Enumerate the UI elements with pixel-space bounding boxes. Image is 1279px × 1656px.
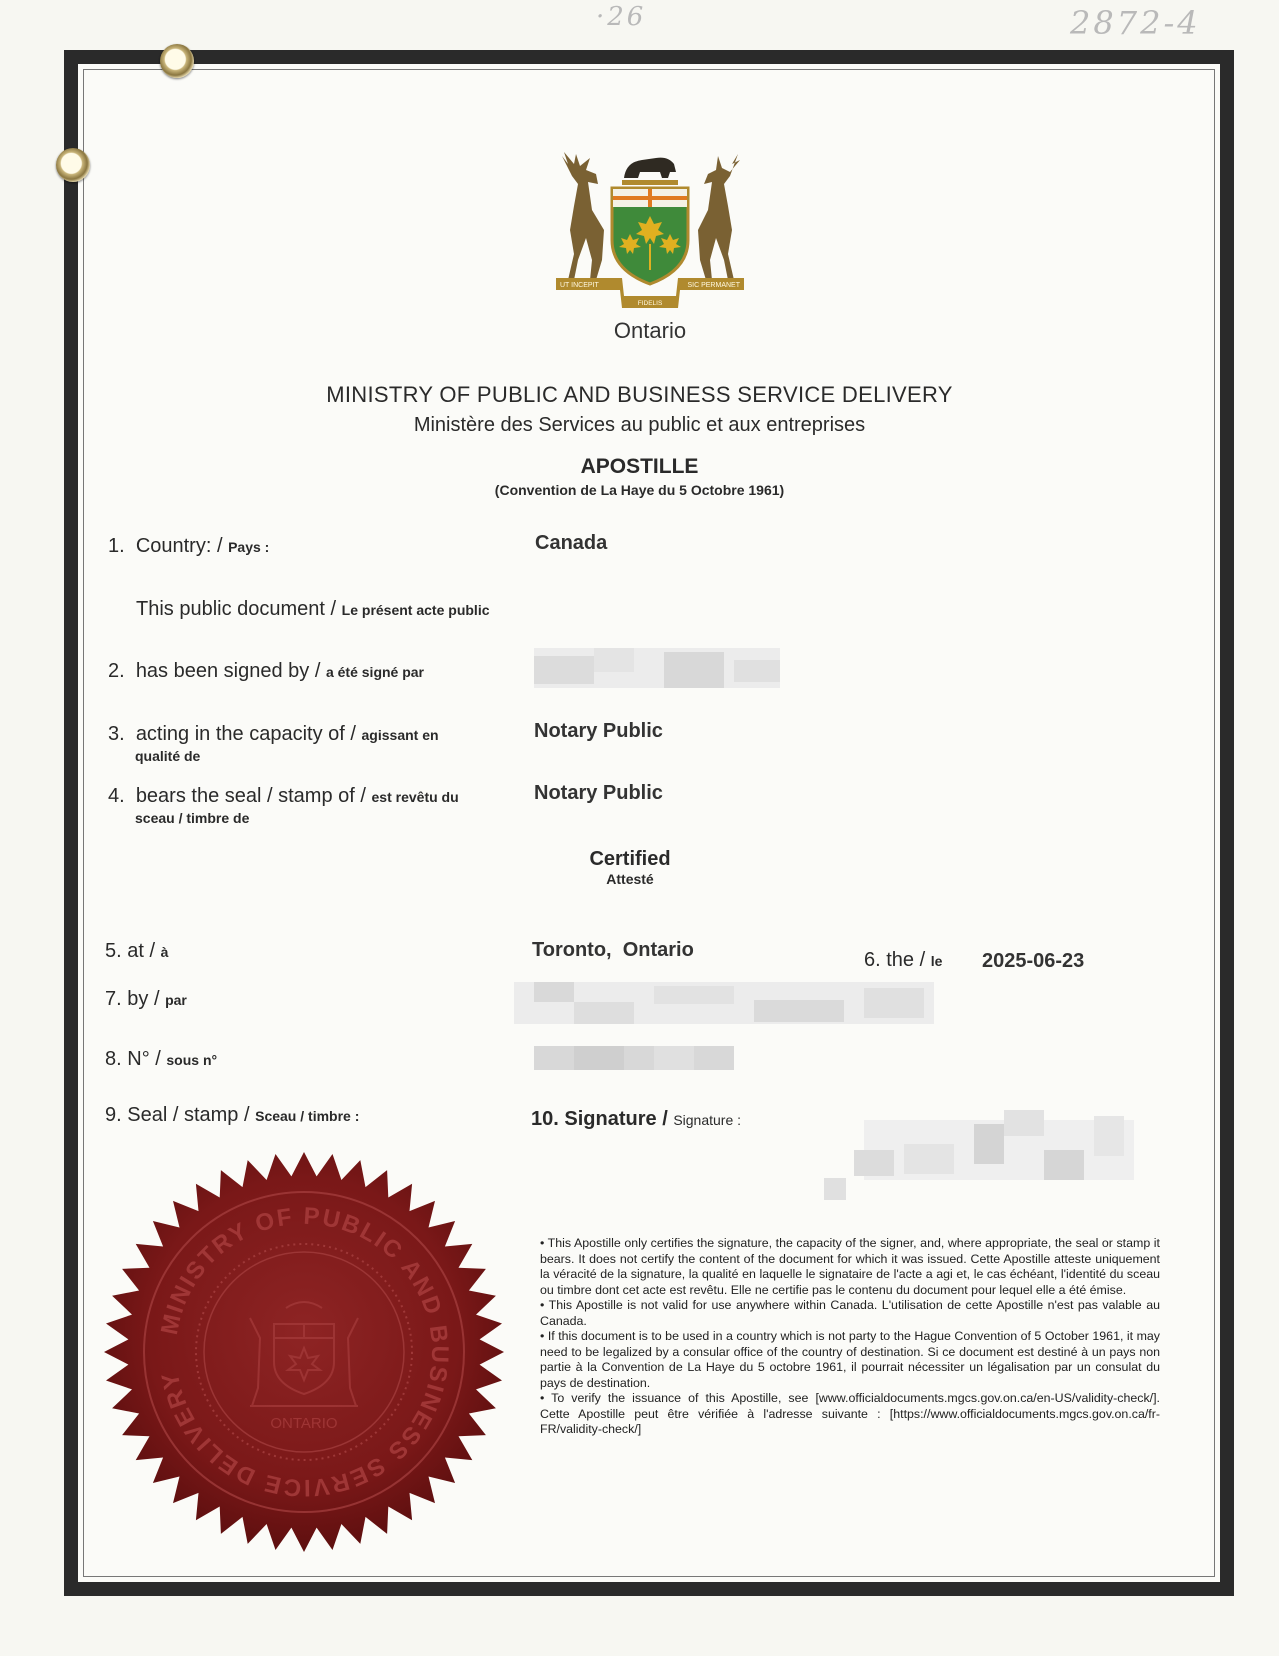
apostille-notes bbox=[540, 1236, 1160, 1438]
note-item: • If this document is to be used in a country which is not party to the Hague Convention of 5 October 1961, it may need to be legalized by a consular office of the country of destination. Si ce document est destiné à un pays non partie à la Convention de La Haye du 5 octobre 1961, il pourrait nécessiter un légalisation par un consulat du pays de destination. bbox=[540, 1329, 1160, 1390]
crest-caption: Ontario bbox=[613, 318, 687, 343]
ontario-coat-of-arms-icon bbox=[552, 150, 748, 320]
pencil-mark-top: ·26 bbox=[596, 2, 647, 32]
redacted-signature bbox=[824, 1110, 1134, 1202]
public-document-label: This public document / Le présent acte public bbox=[136, 598, 490, 620]
certified-en: Certified bbox=[589, 848, 671, 870]
convention-subtitle: (Convention de La Haye du 5 Octobre 1961) bbox=[494, 482, 785, 498]
field-signed-by-label: 2. has been signed by / a été signé par bbox=[108, 660, 425, 682]
seal-center-text: ONTARIO bbox=[270, 1415, 338, 1432]
note-item: • This Apostille is not valid for use anywhere within Canada. L'utilisation de cette Apostille n'est pas valable au Canada. bbox=[540, 1298, 1160, 1328]
redacted-signer-name bbox=[534, 648, 780, 688]
field-country-label: 1. Country: / Pays : bbox=[108, 535, 270, 557]
binder-grommet-icon bbox=[56, 148, 90, 182]
field-date-label: 6. the / le bbox=[864, 949, 943, 971]
note-item: • To verify the issuance of this Apostille, see [www.officialdocuments.mgcs.gov.on.ca/en-US/validity-check/]. Cette Apostille peut être vérifiée à l'adresse suivante : [https://www.officialdocuments.mgcs.gov.on.ca/fr-FR/validity-check/] bbox=[540, 1391, 1160, 1436]
field-at-value: Toronto, Ontario bbox=[532, 939, 694, 961]
ministry-embossed-seal bbox=[100, 1148, 508, 1556]
binder-grommet-icon bbox=[160, 44, 194, 78]
motto-right: SIC PERMANET bbox=[687, 282, 740, 289]
ministry-name-english: MINISTRY OF PUBLIC AND BUSINESS SERVICE DELIVERY bbox=[326, 382, 953, 407]
field-capacity-label-continued: qualité de bbox=[135, 748, 201, 764]
field-seal-stamp-label: 9. Seal / stamp / Sceau / timbre : bbox=[105, 1104, 360, 1126]
ministry-name-french: Ministère des Services au public et aux entreprises bbox=[413, 414, 866, 436]
field-signature-label: 10. Signature / Signature : bbox=[531, 1108, 742, 1130]
field-number-label: 8. N° / sous n° bbox=[105, 1048, 218, 1070]
field-seal-of-label: 4. bears the seal / stamp of / est revêtu du bbox=[108, 785, 459, 807]
certified-block bbox=[560, 848, 700, 887]
note-item: • This Apostille only certifies the signature, the capacity of the signer, and, where appropriate, the seal or stamp it bears. It does not certify the content of the document for which it was issued. Cette Apostille atteste uniquement la véracité de la signature, la qualité en laquelle le signataire de l'acte a agi et, le cas échéant, l'identité du sceau ou timbre dont cet acte est revêtu. Elle ne certifie pas le contenu du document pour lequel elle a été émise. bbox=[540, 1236, 1160, 1297]
document-title: APOSTILLE bbox=[580, 455, 699, 478]
field-at-label: 5. at / à bbox=[105, 940, 169, 962]
redacted-certificate-number bbox=[534, 1046, 734, 1070]
certified-fr: Attesté bbox=[606, 871, 654, 887]
motto-center: FIDELIS bbox=[637, 300, 663, 307]
motto-left: UT INCEPIT bbox=[560, 282, 599, 289]
field-capacity-label: 3. acting in the capacity of / agissant en bbox=[108, 723, 439, 745]
field-date-value: 2025-06-23 bbox=[982, 950, 1085, 972]
seal-ring-text: MINISTRY OF PUBLIC AND BUSINESS SERVICE DELIVERY bbox=[156, 1202, 454, 1502]
pencil-mark-reference: 2872-4 bbox=[1070, 4, 1201, 42]
field-capacity-value: Notary Public bbox=[534, 720, 663, 742]
field-country-value: Canada bbox=[535, 532, 608, 554]
field-by-label: 7. by / par bbox=[105, 988, 187, 1010]
redacted-official-name bbox=[514, 982, 934, 1024]
field-seal-of-label-continued: sceau / timbre de bbox=[135, 810, 250, 826]
field-seal-of-value: Notary Public bbox=[534, 782, 663, 804]
